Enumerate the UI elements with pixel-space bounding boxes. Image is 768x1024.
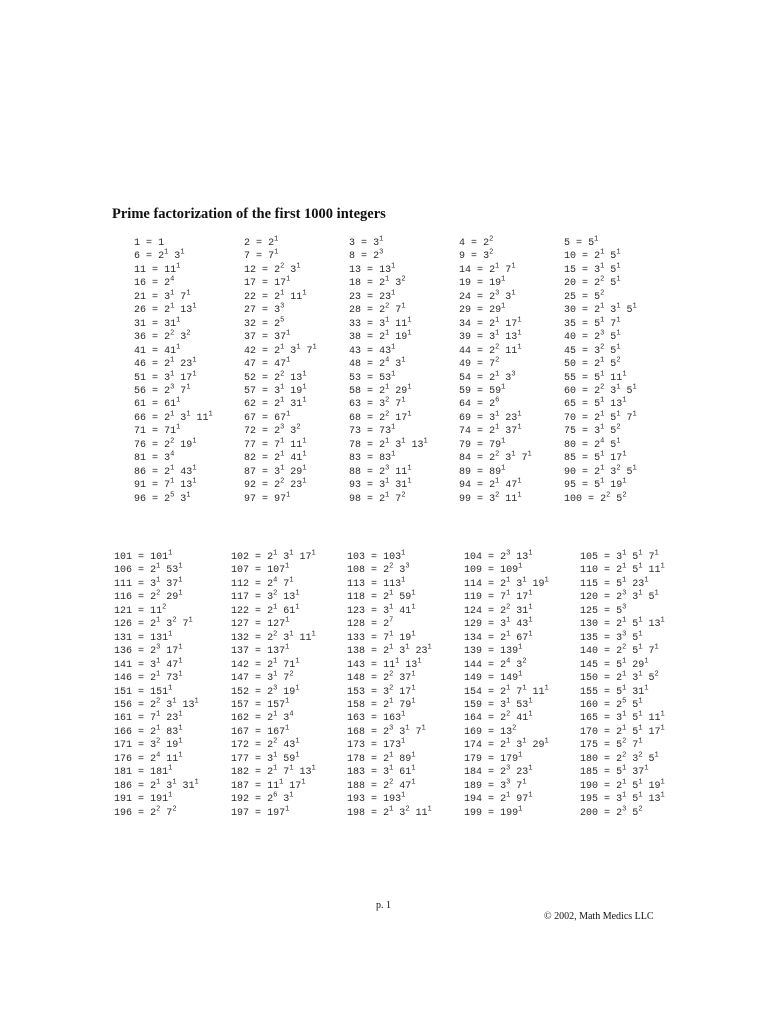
- factorization-entry: $94 = 2^1$ $47^1$: [459, 477, 522, 492]
- factorization-entry: $122 = 2^1$ $61^1$: [231, 603, 300, 617]
- factorization-entry: $51 = 3^1$ $17^1$: [134, 370, 197, 384]
- factorization-entry: $61 = 61^1$: [134, 397, 181, 411]
- factorization-entry: $128 = 2^7$: [347, 616, 394, 631]
- factorization-entry: $39 = 3^1$ $13^1$: [459, 329, 522, 344]
- factorization-entry: $171 = 3^2$ $19^1$: [114, 737, 183, 752]
- factorization-entry: $32 = 2^5$: [244, 316, 285, 330]
- factorization-entry: $37 = 37^1$: [244, 329, 291, 344]
- factorization-entry: $112 = 2^4$ $7^1$: [231, 576, 294, 590]
- factorization-entry: $165 = 3^1$ $5^1$ $11^1$: [580, 711, 665, 725]
- factorization-entry: $101 = 101^1$: [114, 549, 173, 563]
- factorization-entry: $66 = 2^1$ $3^1$ $11^1$: [134, 410, 213, 424]
- factorization-entry: $58 = 2^1$ $29^1$: [349, 383, 412, 397]
- factorization-entry: $26 = 2^1$ $13^1$: [134, 302, 197, 317]
- factorization-entry: $197 = 197^1$: [231, 805, 290, 819]
- factorization-entry: $7 = 7^1$: [244, 249, 279, 263]
- factorization-entry: $200 = 2^3$ $5^2$: [580, 805, 643, 819]
- factorization-entry: $29 = 29^1$: [459, 302, 506, 317]
- factorization-entry: $120 = 2^3$ $3^1$ $5^1$: [580, 590, 659, 604]
- factorization-entry: $149 = 149^1$: [464, 670, 523, 685]
- factorization-entry: $142 = 2^1$ $71^1$: [231, 657, 300, 671]
- factorization-entry: $96 = 2^5$ $3^1$: [134, 491, 191, 505]
- factorization-entry: $196 = 2^2$ $7^2$: [114, 805, 177, 819]
- factorization-entry: $60 = 2^2$ $3^1$ $5^1$: [564, 383, 637, 397]
- factorization-entry: $148 = 2^2$ $37^1$: [347, 670, 416, 685]
- factorization-entry: $80 = 2^4$ $5^1$: [564, 437, 621, 451]
- factorization-entry: $23 = 23^1$: [349, 289, 396, 303]
- factorization-entry: $71 = 71^1$: [134, 423, 181, 438]
- factorization-entry: $176 = 2^4$ $11^1$: [114, 751, 183, 765]
- factorization-entry: $69 = 3^1$ $23^1$: [459, 410, 522, 424]
- factorization-entry: $93 = 3^1$ $31^1$: [349, 477, 412, 492]
- factorization-entry: $174 = 2^1$ $3^1$ $29^1$: [464, 737, 549, 752]
- factorization-entry: $53 = 53^1$: [349, 370, 396, 384]
- factorization-entry: $55 = 5^1$ $11^1$: [564, 370, 627, 384]
- factorization-entry: $57 = 3^1$ $19^1$: [244, 383, 307, 397]
- factorization-entry: $119 = 7^1$ $17^1$: [464, 590, 533, 604]
- page-title: Prime factorization of the first 1000 integers: [112, 206, 386, 222]
- factorization-entry: $82 = 2^1$ $41^1$: [244, 450, 307, 465]
- factorization-entry: $136 = 2^3$ $17^1$: [114, 643, 183, 658]
- factorization-entry: $65 = 5^1$ $13^1$: [564, 397, 627, 411]
- factorization-entry: $170 = 2^1$ $5^1$ $17^1$: [580, 724, 665, 738]
- factorization-entry: $103 = 103^1$: [347, 549, 406, 563]
- factorization-entry: $91 = 7^1$ $13^1$: [134, 477, 197, 492]
- factorization-entry: $126 = 2^1$ $3^2$ $7^1$: [114, 616, 193, 631]
- factorization-entry: $167 = 167^1$: [231, 724, 290, 738]
- factorization-entry: $109 = 109^1$: [464, 563, 523, 577]
- factorization-entry: $104 = 2^3$ $13^1$: [464, 549, 533, 563]
- factorization-entry: $44 = 2^2$ $11^1$: [459, 343, 522, 357]
- factorization-entry: $98 = 2^1$ $7^2$: [349, 491, 406, 505]
- factorization-entry: $195 = 3^1$ $5^1$ $13^1$: [580, 791, 665, 806]
- factorization-entry: $163 = 163^1$: [347, 711, 406, 725]
- factorization-entry: $4 = 2^2$: [459, 235, 494, 249]
- factorization-entry: $152 = 2^3$ $19^1$: [231, 684, 300, 698]
- factorization-entry: $3 = 3^1$: [349, 235, 384, 249]
- factorization-entry: $164 = 2^2$ $41^1$: [464, 711, 533, 725]
- factorization-entry: $97 = 97^1$: [244, 491, 291, 505]
- factorization-entry: $77 = 7^1$ $11^1$: [244, 437, 307, 451]
- factorization-entry: $83 = 83^1$: [349, 450, 396, 465]
- factorization-entry: $84 = 2^2$ $3^1$ $7^1$: [459, 450, 532, 465]
- factorization-entry: $63 = 3^2$ $7^1$: [349, 397, 406, 411]
- factorization-entry: $62 = 2^1$ $31^1$: [244, 397, 307, 411]
- factorization-entry: $78 = 2^1$ $3^1$ $13^1$: [349, 437, 428, 451]
- factorization-entry: $173 = 173^1$: [347, 737, 406, 752]
- factorization-entry: $40 = 2^3$ $5^1$: [564, 329, 621, 344]
- factorization-entry: $108 = 2^2$ $3^3$: [347, 563, 410, 577]
- factorization-entry: $27 = 3^3$: [244, 302, 285, 317]
- factorization-entry: $47 = 47^1$: [244, 356, 291, 371]
- factorization-entry: $30 = 2^1$ $3^1$ $5^1$: [564, 302, 637, 317]
- factorization-entry: $153 = 3^2$ $17^1$: [347, 684, 416, 698]
- factorization-entry: $33 = 3^1$ $11^1$: [349, 316, 412, 330]
- factorization-entry: $132 = 2^2$ $3^1$ $11^1$: [231, 630, 316, 644]
- factorization-entry: $169 = 13^2$: [464, 724, 517, 738]
- factorization-entry: $129 = 3^1$ $43^1$: [464, 616, 533, 631]
- factorization-entry: $150 = 2^1$ $3^1$ $5^2$: [580, 670, 659, 685]
- factorization-entry: $115 = 5^1$ $23^1$: [580, 576, 649, 590]
- factorization-entry: $20 = 2^2$ $5^1$: [564, 276, 621, 290]
- factorization-entry: $100 = 2^2$ $5^2$: [564, 491, 627, 505]
- factorization-entry: $168 = 2^3$ $3^1$ $7^1$: [347, 724, 426, 738]
- factorization-entry: $154 = 2^1$ $7^1$ $11^1$: [464, 684, 549, 698]
- factorization-entry: $166 = 2^1$ $83^1$: [114, 724, 183, 738]
- copyright-notice: © 2002, Math Medics LLC: [544, 911, 654, 922]
- factorization-entry: $6 = 2^1$ $3^1$: [134, 249, 185, 263]
- factorization-entry: $64 = 2^6$: [459, 397, 500, 411]
- factorization-entry: $11 = 11^1$: [134, 262, 181, 276]
- factorization-entry: $175 = 5^2$ $7^1$: [580, 737, 643, 752]
- factorization-entry: $31 = 31^1$: [134, 316, 181, 330]
- factorization-entry: $2 = 2^1$: [244, 235, 279, 249]
- factorization-entry: $38 = 2^1$ $19^1$: [349, 329, 412, 344]
- factorization-entry: $95 = 5^1$ $19^1$: [564, 477, 627, 492]
- factorization-entry: $54 = 2^1$ $3^3$: [459, 370, 516, 384]
- factorization-entry: $18 = 2^1$ $3^2$: [349, 276, 406, 290]
- factorization-entry: $25 = 5^2$: [564, 289, 605, 303]
- factorization-entry: $117 = 3^2$ $13^1$: [231, 590, 300, 604]
- factorization-entry: $143 = 11^1$ $13^1$: [347, 657, 422, 671]
- factorization-entry: $138 = 2^1$ $3^1$ $23^1$: [347, 643, 432, 658]
- factorization-entry: $110 = 2^1$ $5^1$ $11^1$: [580, 563, 665, 577]
- factorization-entry: $67 = 67^1$: [244, 410, 291, 424]
- factorization-entry: $89 = 89^1$: [459, 464, 506, 478]
- factorization-entry: $79 = 79^1$: [459, 437, 506, 451]
- factorization-entry: $73 = 73^1$: [349, 423, 396, 438]
- factorization-entry: $133 = 7^1$ $19^1$: [347, 630, 416, 644]
- factorization-entry: $88 = 2^3$ $11^1$: [349, 464, 412, 478]
- factorization-entry: $178 = 2^1$ $89^1$: [347, 751, 416, 765]
- factorization-entry: $114 = 2^1$ $3^1$ $19^1$: [464, 576, 549, 590]
- factorization-entry: $151 = 151^1$: [114, 684, 173, 698]
- factorization-entry: 1 = 1: [134, 238, 165, 249]
- factorization-entry: $146 = 2^1$ $73^1$: [114, 670, 183, 685]
- factorization-entry: $17 = 17^1$: [244, 276, 291, 290]
- factorization-entry: $24 = 2^3$ $3^1$: [459, 289, 516, 303]
- factorization-entry: $28 = 2^2$ $7^1$: [349, 302, 406, 317]
- factorization-entry: $198 = 2^1$ $3^2$ $11^1$: [347, 805, 432, 819]
- factorization-entry: $127 = 127^1$: [231, 616, 290, 631]
- factorization-entry: $49 = 7^2$: [459, 356, 500, 371]
- factorization-entry: $183 = 3^1$ $61^1$: [347, 764, 416, 779]
- factorization-entry: $50 = 2^1$ $5^2$: [564, 356, 621, 371]
- factorization-entry: $113 = 113^1$: [347, 576, 406, 590]
- factorization-entry: $43 = 43^1$: [349, 343, 396, 357]
- factorization-entry: $141 = 3^1$ $47^1$: [114, 657, 183, 671]
- factorization-entry: $189 = 3^3$ $7^1$: [464, 778, 527, 792]
- factorization-entry: $118 = 2^1$ $59^1$: [347, 590, 416, 604]
- page-number: p. 1: [376, 900, 391, 911]
- factorization-entry: $186 = 2^1$ $3^1$ $31^1$: [114, 778, 199, 792]
- factorization-entry: $199 = 199^1$: [464, 805, 523, 819]
- factorization-entry: $8 = 2^3$: [349, 249, 384, 263]
- factorization-entry: $184 = 2^3$ $23^1$: [464, 764, 533, 779]
- factorization-entry: $180 = 2^2$ $3^2$ $5^1$: [580, 751, 659, 765]
- factorization-entry: $194 = 2^1$ $97^1$: [464, 791, 533, 806]
- factorization-entry: $46 = 2^1$ $23^1$: [134, 356, 197, 371]
- factorization-entry: $74 = 2^1$ $37^1$: [459, 423, 522, 438]
- factorization-entry: $42 = 2^1$ $3^1$ $7^1$: [244, 343, 317, 357]
- factorization-entry: $135 = 3^3$ $5^1$: [580, 630, 643, 644]
- factorization-entry: $75 = 3^1$ $5^2$: [564, 423, 621, 438]
- factorization-entry: $107 = 107^1$: [231, 563, 290, 577]
- factorization-entry: $172 = 2^2$ $43^1$: [231, 737, 300, 752]
- factorization-entry: $123 = 3^1$ $41^1$: [347, 603, 416, 617]
- factorization-entry: $190 = 2^1$ $5^1$ $19^1$: [580, 778, 665, 792]
- factorization-entry: $68 = 2^2$ $17^1$: [349, 410, 412, 424]
- factorization-entry: $137 = 137^1$: [231, 643, 290, 658]
- factorization-entry: $52 = 2^2$ $13^1$: [244, 370, 307, 384]
- factorization-entry: $156 = 2^2$ $3^1$ $13^1$: [114, 697, 199, 711]
- factorization-entry: $188 = 2^2$ $47^1$: [347, 778, 416, 792]
- factorization-entry: $191 = 191^1$: [114, 791, 173, 806]
- factorization-entry: $45 = 3^2$ $5^1$: [564, 343, 621, 357]
- factorization-entry: $182 = 2^1$ $7^1$ $13^1$: [231, 764, 316, 779]
- factorization-entry: $59 = 59^1$: [459, 383, 506, 397]
- factorization-entry: $106 = 2^1$ $53^1$: [114, 563, 183, 577]
- factorization-entry: $147 = 3^1$ $7^2$: [231, 670, 294, 685]
- factorization-entry: $21 = 3^1$ $7^1$: [134, 289, 191, 303]
- factorization-entry: $159 = 3^1$ $53^1$: [464, 697, 533, 711]
- factorization-entry: $105 = 3^1$ $5^1$ $7^1$: [580, 549, 659, 563]
- factorization-entry: $48 = 2^4$ $3^1$: [349, 356, 406, 371]
- factorization-entry: $111 = 3^1$ $37^1$: [114, 576, 183, 590]
- factorization-entry: $116 = 2^2$ $29^1$: [114, 590, 183, 604]
- factorization-entry: $12 = 2^2$ $3^1$: [244, 262, 301, 276]
- factorization-entry: $160 = 2^5$ $5^1$: [580, 697, 643, 711]
- factorization-entry: $85 = 5^1$ $17^1$: [564, 450, 627, 465]
- factorization-entry: $9 = 3^2$: [459, 249, 494, 263]
- factorization-entry: $86 = 2^1$ $43^1$: [134, 464, 197, 478]
- factorization-entry: $193 = 193^1$: [347, 791, 406, 806]
- factorization-entry: $90 = 2^1$ $3^2$ $5^1$: [564, 464, 637, 478]
- factorization-entry: $35 = 5^1$ $7^1$: [564, 316, 621, 330]
- factorization-entry: $92 = 2^2$ $23^1$: [244, 477, 307, 492]
- factorization-entry: $72 = 2^3$ $3^2$: [244, 423, 301, 438]
- factorization-entry: $102 = 2^1$ $3^1$ $17^1$: [231, 549, 316, 563]
- factorization-entry: $131 = 131^1$: [114, 630, 173, 644]
- factorization-entry: $19 = 19^1$: [459, 276, 506, 290]
- factorization-entry: $13 = 13^1$: [349, 262, 396, 276]
- factorization-entry: $139 = 139^1$: [464, 643, 523, 658]
- factorization-entry: $134 = 2^1$ $67^1$: [464, 630, 533, 644]
- factorization-entry: $158 = 2^1$ $79^1$: [347, 697, 416, 711]
- factorization-entry: $157 = 157^1$: [231, 697, 290, 711]
- factorization-entry: $144 = 2^4$ $3^2$: [464, 657, 527, 671]
- factorization-entry: $177 = 3^1$ $59^1$: [231, 751, 300, 765]
- factorization-entry: $15 = 3^1$ $5^1$: [564, 262, 621, 276]
- factorization-entry: $5 = 5^1$: [564, 235, 599, 249]
- factorization-entry: $130 = 2^1$ $5^1$ $13^1$: [580, 616, 665, 631]
- factorization-entry: $185 = 5^1$ $37^1$: [580, 764, 649, 779]
- factorization-entry: $155 = 5^1$ $31^1$: [580, 684, 649, 698]
- factorization-entry: $70 = 2^1$ $5^1$ $7^1$: [564, 410, 637, 424]
- factorization-entry: $99 = 3^2$ $11^1$: [459, 491, 522, 505]
- factorization-entry: $162 = 2^1$ $3^4$: [231, 711, 294, 725]
- factorization-entry: $14 = 2^1$ $7^1$: [459, 262, 516, 276]
- factorization-entry: $76 = 2^2$ $19^1$: [134, 437, 197, 451]
- factorization-entry: $124 = 2^2$ $31^1$: [464, 603, 533, 617]
- factorization-entry: $125 = 5^3$: [580, 603, 627, 617]
- factorization-entry: $10 = 2^1$ $5^1$: [564, 249, 621, 263]
- factorization-entry: $181 = 181^1$: [114, 764, 173, 779]
- factorization-entry: $121 = 11^2$: [114, 603, 167, 617]
- factorization-entry: $41 = 41^1$: [134, 343, 181, 357]
- factorization-entry: $16 = 2^4$: [134, 276, 175, 290]
- factorization-entry: $56 = 2^3$ $7^1$: [134, 383, 191, 397]
- factorization-entry: $34 = 2^1$ $17^1$: [459, 316, 522, 330]
- factorization-entry: $161 = 7^1$ $23^1$: [114, 711, 183, 725]
- factorization-entry: $179 = 179^1$: [464, 751, 523, 765]
- factorization-entry: $81 = 3^4$: [134, 450, 175, 465]
- factorization-entry: $145 = 5^1$ $29^1$: [580, 657, 649, 671]
- factorization-entry: $87 = 3^1$ $29^1$: [244, 464, 307, 478]
- factorization-entry: $22 = 2^1$ $11^1$: [244, 289, 307, 303]
- factorization-entry: $36 = 2^2$ $3^2$: [134, 329, 191, 344]
- factorization-entry: $140 = 2^2$ $5^1$ $7^1$: [580, 643, 659, 658]
- factorization-entry: $187 = 11^1$ $17^1$: [231, 778, 306, 792]
- factorization-entry: $192 = 2^6$ $3^1$: [231, 791, 294, 806]
